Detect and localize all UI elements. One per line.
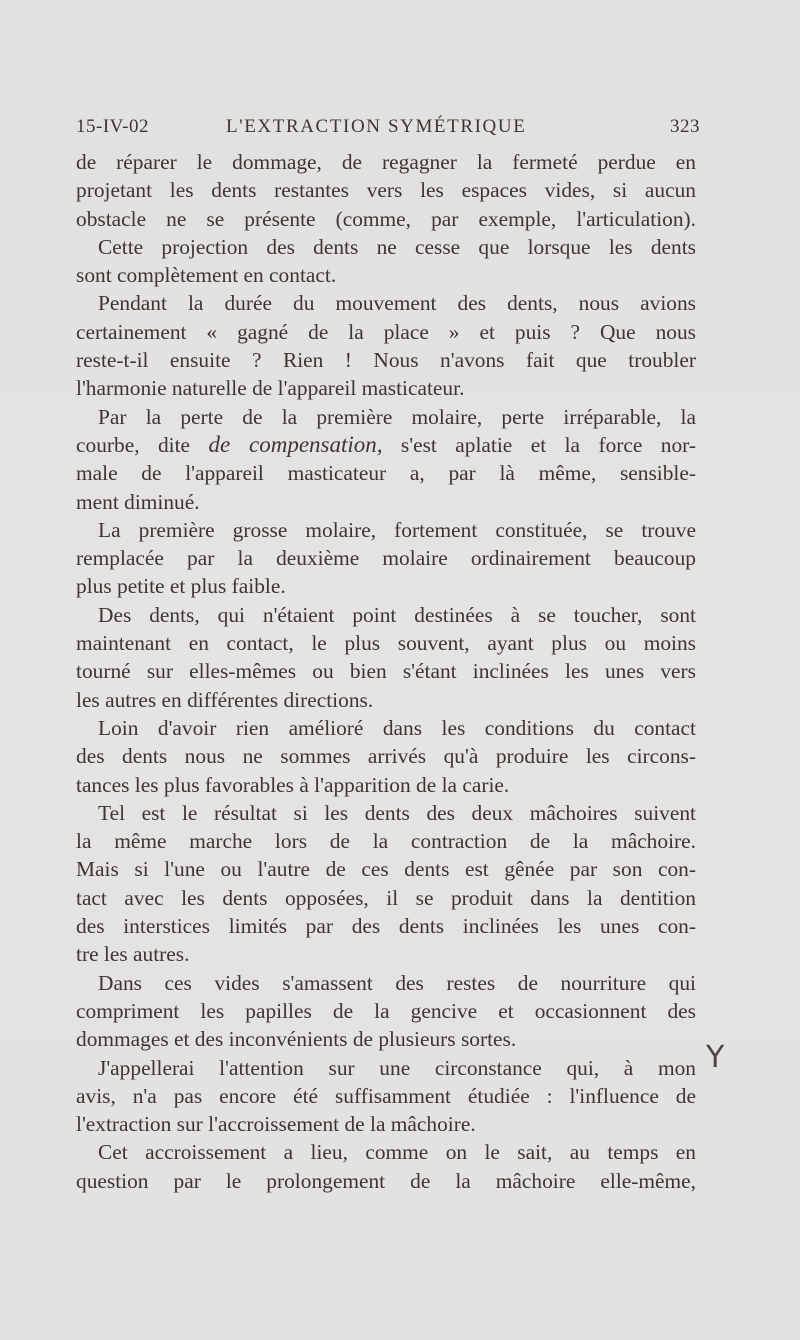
text-line: les autres en différentes directions. (76, 687, 374, 712)
text-segment: courbe, dite (76, 432, 209, 457)
text-line: des dents nous ne sommes arrivés qu'à produire les circons- (76, 744, 696, 769)
text-line: J'appellerai l'attention sur une circonstance qui, à mon (98, 1055, 696, 1080)
text-line: Des dents, qui n'étaient point destinées à se toucher, sont (98, 602, 696, 627)
text-line: dommages et des inconvénients de plusieurs sortes. (76, 1027, 517, 1052)
text-segment: s'est aplatie et la force nor- (382, 432, 696, 457)
header-title: L'EXTRACTION SYMÉTRIQUE (226, 116, 527, 137)
text-line: La première grosse molaire, fortement constituée, se trouve (98, 517, 696, 542)
header-date: 15-IV-02 (76, 116, 149, 137)
text-line: remplacée par la deuxième molaire ordinairement beaucoup (76, 546, 696, 571)
text-line: certainement « gagné de la place » et puis ? Que nous (76, 319, 696, 344)
text-line: Cette projection des dents ne cesse que lorsque les dents (98, 234, 696, 259)
margin-annotation: Y (706, 1040, 725, 1075)
text-line: Pendant la durée du mouvement des dents, nous avions (98, 291, 696, 316)
text-line: projetant les dents restantes vers les espaces vides, si aucun (76, 178, 696, 203)
text-line: l'harmonie naturelle de l'appareil masticateur. (76, 376, 465, 401)
text-line: tances les plus favorables à l'apparition de la carie. (76, 772, 510, 797)
text-line: ment diminué. (76, 489, 200, 514)
text-line: male de l'appareil masticateur a, par là même, sensible- (76, 461, 696, 486)
text-line: compriment les papilles de la gencive et occasionnent des (76, 998, 696, 1023)
text-line (76, 431, 696, 459)
text-line: Mais si l'une ou l'autre de ces dents est gênée par son con- (76, 857, 696, 882)
text-line: Tel est le résultat si les dents des deux mâchoires suivent (98, 800, 696, 825)
text-line: Par la perte de la première molaire, perte irréparable, la (98, 404, 696, 429)
text-line: Loin d'avoir rien amélioré dans les conditions du contact (98, 715, 696, 740)
text-line: des interstices limités par des dents inclinées les unes con- (76, 914, 696, 939)
text-line: plus petite et plus faible. (76, 574, 286, 599)
text-line: avis, n'a pas encore été suffisamment étudiée : l'influence de (76, 1083, 696, 1108)
text-line: Cet accroissement a lieu, comme on le sait, au temps en (98, 1140, 696, 1165)
text-line: obstacle ne se présente (comme, par exemple, l'articulation). (76, 206, 696, 231)
text-line: l'extraction sur l'accroissement de la mâchoire. (76, 1112, 476, 1137)
running-head (76, 116, 700, 144)
italic-term: de compensation, (208, 431, 383, 457)
text-line: Dans ces vides s'amassent des restes de nourriture qui (98, 970, 696, 995)
text-line: sont complètement en contact. (76, 263, 337, 288)
text-line: de réparer le dommage, de regagner la fermeté perdue en (76, 150, 696, 174)
text-line: reste-t-il ensuite ? Rien ! Nous n'avons fait que troubler (76, 348, 696, 373)
page-number: 323 (670, 116, 700, 137)
text-line: question par le prolongement de la mâchoire elle-même, (76, 1168, 696, 1193)
body-text (76, 148, 696, 1195)
text-line: maintenant en contact, le plus souvent, ayant plus ou moins (76, 631, 696, 656)
text-line: tourné sur elles-mêmes ou bien s'étant inclinées les unes vers (76, 659, 696, 684)
text-line: tre les autres. (76, 942, 190, 967)
text-line: la même marche lors de la contraction de la mâchoire. (76, 829, 696, 854)
text-line: tact avec les dents opposées, il se produit dans la dentition (76, 885, 696, 910)
